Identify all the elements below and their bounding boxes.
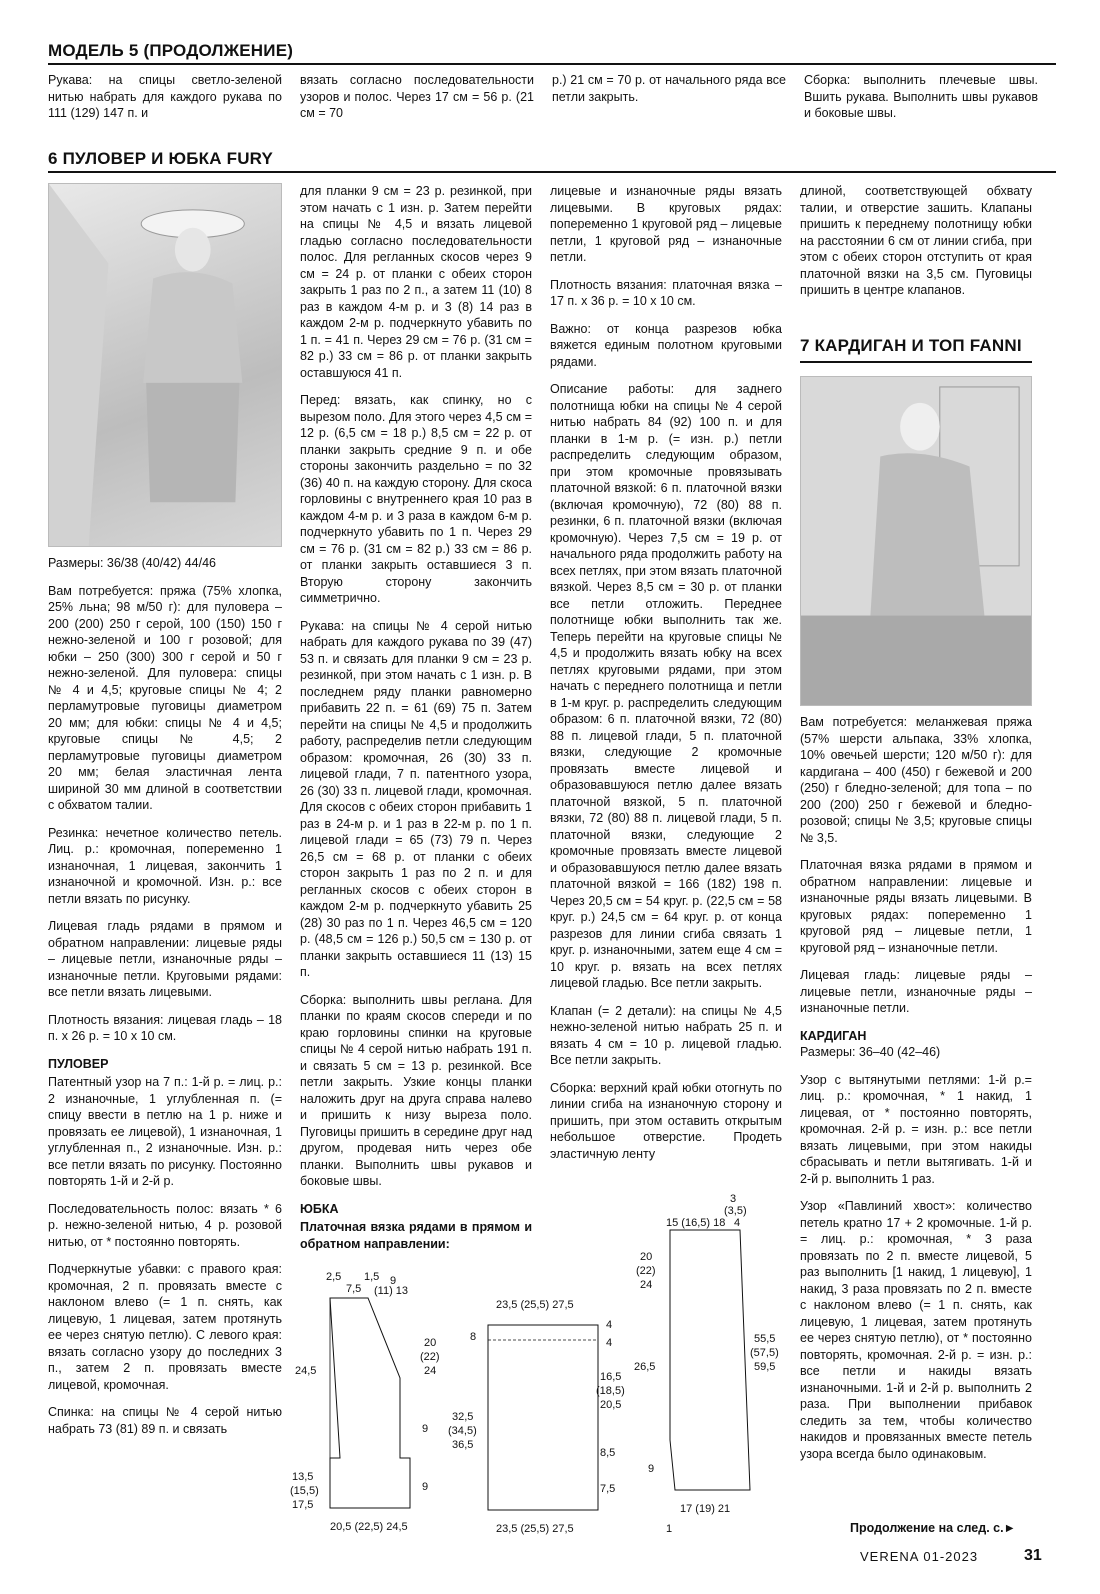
model6-col3-flap: Клапан (= 2 детали): на спицы № 4,5 нежно-зеленой нитью набрать 25 п. и вязать 4 см = 10 р. лицевой гладью. Все петли закрыть. xyxy=(550,1003,782,1067)
model6-col3-desc: Описание работы: для заднего полотнища юбки на спицы № 4 серой нитью набрать 84 (92) 100 п. и для планки в 1-м р. (= изн. р.) петли распределить следующим образом, при этом кромочные провязывать платочной вязкой: 6 п. платочной вязки (включая кромочную), 72 (80) 88 п. резинки, 6 п. платочной вязки (включая кромочную). Через 7,5 см = 19 р. от начального ряда продолжить работу на всех петлях, при этом вязать платочной вязкой. Через 8,5 см = 30 р. от планки все петли отложить. Переднее полотнище юбки выполнить так же. Теперь перейти на круговые спицы № 4,5 и продолжить вязать юбку на всех петлях круговыми рядами, при этом начать с переднего полотнища и петли в 1-м круг. р. распределить следующим образом: 6 п. платочной вязки, 72 (80) 88 п. лицевой глади, 5 п. платочной вязки, следующие 2 кромочные провязать вместе лицевой и образовавшуюся петлю далее вязать платочной вязкой, 5 п. платочной вязки, 72 (80) 88 п. лицевой глади, 5 п. платочной вязки, следующие 2 кромочные провязать вместе лицевой и образовавшуюся петлю далее вязать платочной вязкой = 166 (182) 198 п. Через 20,5 см = 54 круг. р. (22,5 см = 58 круг. р.) 24,5 см = 64 круг. р. от конца разрезов для линии сгиба связать 1 круг. р. изнаночными, затем еще 4 см = 10 круг. р. вязать на всех петлях лицевой гладью. Все петли закрыть. xyxy=(550,382,782,990)
model6-back-start: Спинка: на спицы № 4 серой нитью набрать 73 (81) 89 п. и связать xyxy=(48,1405,282,1436)
continued-note: Продолжение на след. с.► xyxy=(850,1521,1016,1535)
model-seated-icon xyxy=(801,377,1031,705)
page-number: 31 xyxy=(1024,1547,1042,1564)
d1-left-d: 17,5 xyxy=(292,1499,314,1511)
model6-stripes: Последовательность полос: вязать * 6 р. нежно-зеленой нитью, 4 р. розовой нитью, от * постоянно повторять. xyxy=(48,1201,282,1249)
model7-rule xyxy=(800,361,1032,363)
model6-col4-a: длиной, соответствующей обхвату талии, и отверстие зашить. Клапаны пришить к переднему полотнищу юбки на расстоянии 6 см от линии сгиба, при этом с обеих сторон отступить от края платочной вязки на 3,5 см. Пуговицы пришить в центре клапанов. xyxy=(800,184,1032,297)
d1-top-e: (11) 13 xyxy=(374,1285,409,1297)
d2-bottom: 23,5 (25,5) 27,5 xyxy=(496,1523,574,1535)
model6-assembly: Сборка: выполнить швы реглана. Для планки по краям скосов спереди и по краю горловины спинки на круговые спицы № 4 серой нитью набрать 191 п. и связать 5 см = 13 р. резинкой. Все петли закрыть. Узкие концы планки наложить друг на друга справа налево и пришить к низу выреза поло. Пуговицы пришить в середине друг над другом, продевая нить через обе планки. Выполнить швы рукавов и боковые швы. xyxy=(300,992,532,1188)
model6-col3-gauge: Плотность вязания: платочная вязка – 17 п. x 36 р. = 10 x 10 см. xyxy=(550,277,782,308)
model7-sizes: Размеры: 36–40 (42–46) xyxy=(800,1045,941,1059)
d3-left-c: 24 xyxy=(640,1279,653,1291)
cardigan-top-photo xyxy=(800,376,1032,706)
model7-peacock: Узор «Павлиний хвост»: количество петель кратно 17 + 2 кромочные. 1-й р. = лиц. р.: кромочная, * 3 раза провязать по 2 п. вместе лицевой, 5 раз выполнить [1 накид, 1 лицевую], 1 накид, 3 раза провязать по 2 п. вместе с наклоном влево (= 1 п. снять, как лицевую, 1 лицевая, затем протянуть ее через снятую петлю), от * постоянно повторять, кромочная. 2-й р. = изн. р.: все петли и накиды вязать изнаночными. 1-й и 2-й р. выполнить 2 раза. При выполнении прибавок следить за тем, чтобы количество накидов и провязанных вместе петель узора всегда было одинаковым. xyxy=(800,1199,1032,1461)
model6-col4 xyxy=(800,183,1032,310)
d1-bottom: 20,5 (22,5) 24,5 xyxy=(330,1521,408,1533)
d2-right-d: (18,5) xyxy=(596,1385,625,1397)
model6-col3-important: Важно: от конца разрезов юбка вяжется единым полотном круговыми рядами. xyxy=(550,321,782,369)
d2-right-c: 16,5 xyxy=(600,1371,622,1383)
model5-title: МОДЕЛЬ 5 (ПРОДОЛЖЕНИЕ) xyxy=(48,41,294,60)
d2-left-a: 8 xyxy=(470,1331,477,1343)
d1-left-c: (15,5) xyxy=(290,1485,319,1497)
d2-left-d: 36,5 xyxy=(452,1439,474,1451)
d2-right-e: 20,5 xyxy=(600,1399,622,1411)
d1-right-d: 9 xyxy=(422,1423,429,1435)
model7-cardigan-heading: КАРДИГАН xyxy=(800,1028,867,1043)
d1-top-d: 7,5 xyxy=(346,1283,362,1295)
d2-right-b: 4 xyxy=(606,1337,613,1349)
d3-left-d: 26,5 xyxy=(634,1361,656,1373)
model6-stockinette: Лицевая гладь рядами в прямом и обратном направлении: лицевые ряды – лицевые петли, изнаночные ряды – изнаночные петли. Круговыми рядами: все петли вязать лицевыми. xyxy=(48,919,282,999)
d2-left-c: (34,5) xyxy=(448,1425,477,1437)
model6-decreases: Подчеркнутые убавки: с правого края: кромочная, 2 п. провязать вместе с наклоном влево (= 1 п. снять, как лицевую, 1 лицевая, затем протянуть ее через снятую петлю). С левого края: вязать согласно узору до последних 3 п., затем 2 п. провязать вместе лицевой, кромочная. xyxy=(48,1262,282,1392)
model5-col4: Сборка: выполнить плечевые швы. Вшить рукава. Выполнить швы рукавов и боковые швы. xyxy=(804,73,1038,120)
model6-col2 xyxy=(300,183,532,1263)
d3-left-a: 20 xyxy=(640,1251,653,1263)
d1-left-a: 24,5 xyxy=(295,1365,317,1377)
model6-col3 xyxy=(550,183,782,1173)
d3-top-a: 3 xyxy=(730,1193,737,1205)
model6-back-cont: для планки 9 см = 23 р. резинкой, при этом начать с 1 изн. р. Затем перейти на спицы № 4,5 и вязать лицевой гладью согласно последовательности полос. Для регланных скосов через 9 см = 24 р. от планки с обеих сторон закрыть 1 раз по 2 п., а затем 11 (10) 8 раз в каждом 4-м р. и 3 (8) 14 раз в каждом 2-м р. подчеркнуто убавить по 1 п. = 41 п. Через 29 см = 76 р. (31 см = 82 р.) 33 см = 86 р. от планки закрыть оставшуюся 41 п. xyxy=(300,184,532,380)
model6-front: Перед: вязать, как спинку, но с вырезом поло. Для этого через 4,5 см = 12 р. (6,5 см = 18 р.) 8,5 см = 22 р. от планки закрыть средние 9 п. и обе стороны закончить раздельно = по 32 (36) 40 п. на каждую сторону. Для скоса горловины с внутреннего края 10 раз в каждом 4-м р. и 3 раза в каждом 6-м р. подчеркнуто убавить по 1 п. Через 29 см = 76 р. (31 см = 82 р.) 33 см = 86 р. от планки закрыть оставшиеся 3 п. Вторую сторону закончить симметрично. xyxy=(300,393,532,605)
d3-top-d: 4 xyxy=(734,1217,741,1229)
d3-top-b: (3,5) xyxy=(724,1205,747,1217)
model6-brioche: Патентный узор на 7 п.: 1-й р. = лиц. р.: 2 изнаночные, 1 углубленная п. (= спицу ввести в петлю на 1 р. ниже и провязать ее лицевой), 1 изнаночная, 1 углубленная п., 2 изнаночные. Изн. р.: все петли вязать по рисунку. Постоянно повторять 1-й и 2-й р. xyxy=(48,1075,282,1188)
model6-skirt-garter: Платочная вязка рядами в прямом и обратном направлении: xyxy=(300,1220,532,1251)
model-figure-icon xyxy=(49,184,281,546)
pullover-skirt-photo xyxy=(48,183,282,547)
d1-top-b: 1,5 xyxy=(364,1271,380,1283)
model6-gauge: Плотность вязания: лицевая гладь – 18 п. x 26 р. = 10 x 10 см. xyxy=(48,1012,282,1043)
magazine-name: VERENA 01-2023 xyxy=(860,1549,979,1564)
model5-col2: вязать согласно последовательности узоров и полос. Через 17 см = 56 р. (21 см = 70 xyxy=(300,73,534,120)
d3-bottom-b: 1 xyxy=(666,1523,673,1535)
d3-bottom: 17 (19) 21 xyxy=(680,1503,731,1515)
model5-col3: р.) 21 см = 70 р. от начального ряда все петли закрыть. xyxy=(552,73,786,104)
d3-left-b: (22) xyxy=(636,1265,656,1277)
d1-right-e: 9 xyxy=(422,1481,429,1493)
d3-right-b: (57,5) xyxy=(750,1347,779,1359)
model6-col3-assembly: Сборка: верхний край юбки отогнуть по линии сгиба на изнаночную сторону и пришить, при этом оставить открытым небольшое отверстие. Продеть эластичную ленту xyxy=(550,1080,782,1161)
model6-title: 6 ПУЛОВЕР И ЮБКА FURY xyxy=(48,149,274,168)
d2-left-b: 32,5 xyxy=(452,1411,474,1423)
model6-sleeves: Рукава: на спицы № 4 серой нитью набрать для каждого рукава по 39 (47) 53 п. и связать для планки 9 см = 23 р. резинкой, при этом начать с 1 изн. р. В последнем ряду планки равномерно прибавить 22 п. = 61 (69) 75 п. Затем перейти на спицы № 4,5 и продолжить работу, распределив петли следующим образом: кромочная, 26 (30) 33 п. лицевой глади, 7 п. патентного узора, 26 (30) 33 п. лицевой глади, кромочная. Для скосов с обеих сторон прибавить 1 раз в 24-м р. и 1 раз в 22-м р. по 1 п. лицевой глади = 65 (73) 79 п. Через 26,5 см = 68 р. от планки с обеих сторон закрыть 1 раз по 2 п. и для регланных скосов с обеих сторон в каждом 2-м р. подчеркнуто убавить 25 (28) 30 раз по 1 п. Через 46,5 см = 120 р. (48,5 см = 126 р.) 50,5 см = 130 р. от планки закрыть оставшиеся 11 (13) 15 п. xyxy=(300,618,532,979)
d3-right-a: 55,5 xyxy=(754,1333,776,1345)
sleeve-diagram xyxy=(630,1190,790,1550)
model6-sizes: Размеры: 36/38 (40/42) 44/46 xyxy=(48,556,217,570)
pullover-diagram xyxy=(290,1268,450,1548)
model6-col1 xyxy=(48,555,282,1448)
model6-materials: Вам потребуется: пряжа (75% хлопка, 25% льна; 98 м/50 г): для пуловера – 200 (200) 250 г серой, 100 (150) 150 г нежно-зеленой и 100 г розовой; для юбки – 250 (300) 300 г серой и 50 г нежно-зеленой. Для пуловера: спицы № 4 и 4,5; круговые спицы № 4; 2 перламутровые пуговицы диаметром 20 мм; для юбки: спицы № 4 и 4,5; круговые спицы № 4,5; 2 перламутровые пуговицы диаметром 20 мм; белая эластичная лента шириной 30 мм длиной в соответствии с обхватом талии. xyxy=(48,583,282,812)
model6-col3-a: лицевые и изнаночные ряды вязать лицевыми. В круговых рядах: попеременно 1 круговой ряд – лицевые петли, 1 круговой ряд – изнаночные петли. xyxy=(550,184,782,264)
model5-rule xyxy=(48,63,1056,65)
d2-top: 23,5 (25,5) 27,5 xyxy=(496,1299,574,1311)
model6-rule xyxy=(48,171,1056,173)
model7-title: 7 КАРДИГАН И ТОП FANNI xyxy=(800,336,1022,355)
model6-skirt-heading: ЮБКА xyxy=(300,1201,339,1216)
d1-left-b: 13,5 xyxy=(292,1471,314,1483)
d2-right-g: 7,5 xyxy=(600,1483,616,1495)
model7-elongated: Узор с вытянутыми петлями: 1-й р.= лиц. р.: кромочная, * 1 накид, 1 лицевая, от * постоянно повторять, кромочная. 2-й р. = изн. р.: все петли вязать лицевыми, при этом накиды сбрасывать и петли вытягивать. 1-й и 2-й р. выполнить 1 раз. xyxy=(800,1072,1032,1186)
d3-right-c: 59,5 xyxy=(754,1361,776,1373)
model6-pullover-heading: ПУЛОВЕР xyxy=(48,1056,109,1071)
model7-garter: Платочная вязка рядами в прямом и обратном направлении: лицевые и изнаночные ряды вязать лицевыми. В круговых рядах: попеременно 1 круговой ряд – лицевые петли, 1 круговой ряд – изнаночные петли. xyxy=(800,858,1032,955)
d3-top-c: 15 (16,5) 18 xyxy=(666,1217,726,1229)
d1-top-a: 2,5 xyxy=(326,1271,342,1283)
d2-right-a: 4 xyxy=(606,1319,613,1331)
d2-right-f: 8,5 xyxy=(600,1447,616,1459)
model7-materials: Вам потребуется: меланжевая пряжа (57% шерсти альпака, 33% хлопка, 10% овечьей шерсти; 120 м/50 г): для кардигана – 400 (450) г бежевой и 200 (250) г бледно-зеленой; для топа – по 200 (200) 250 г бежевой и бледно-розовой; спицы № 3,5; круговые спицы № 3,5. xyxy=(800,715,1032,845)
model6-rib: Резинка: нечетное количество петель. Лиц. р.: кромочная, попеременно 1 изнаночная, 1 лицевая, закончить 1 изнаночной и кромочной. Изн. р.: все петли вязать по рисунку. xyxy=(48,825,282,906)
d3-left-e: 9 xyxy=(648,1463,655,1475)
d1-right-c: 24 xyxy=(424,1365,437,1377)
d1-right-b: (22) xyxy=(420,1351,440,1363)
model5-col1: Рукава: на спицы светло-зеленой нитью набрать для каждого рукава по 111 (129) 147 п. и xyxy=(48,73,282,120)
skirt-diagram xyxy=(448,1290,628,1550)
d1-top-c: 9 xyxy=(390,1275,397,1287)
model7-stockinette: Лицевая гладь: лицевые ряды – лицевые петли, изнаночные ряды – изнаночные петли. xyxy=(800,968,1032,1015)
d1-right-a: 20 xyxy=(424,1337,437,1349)
model7-col xyxy=(800,714,1032,1473)
